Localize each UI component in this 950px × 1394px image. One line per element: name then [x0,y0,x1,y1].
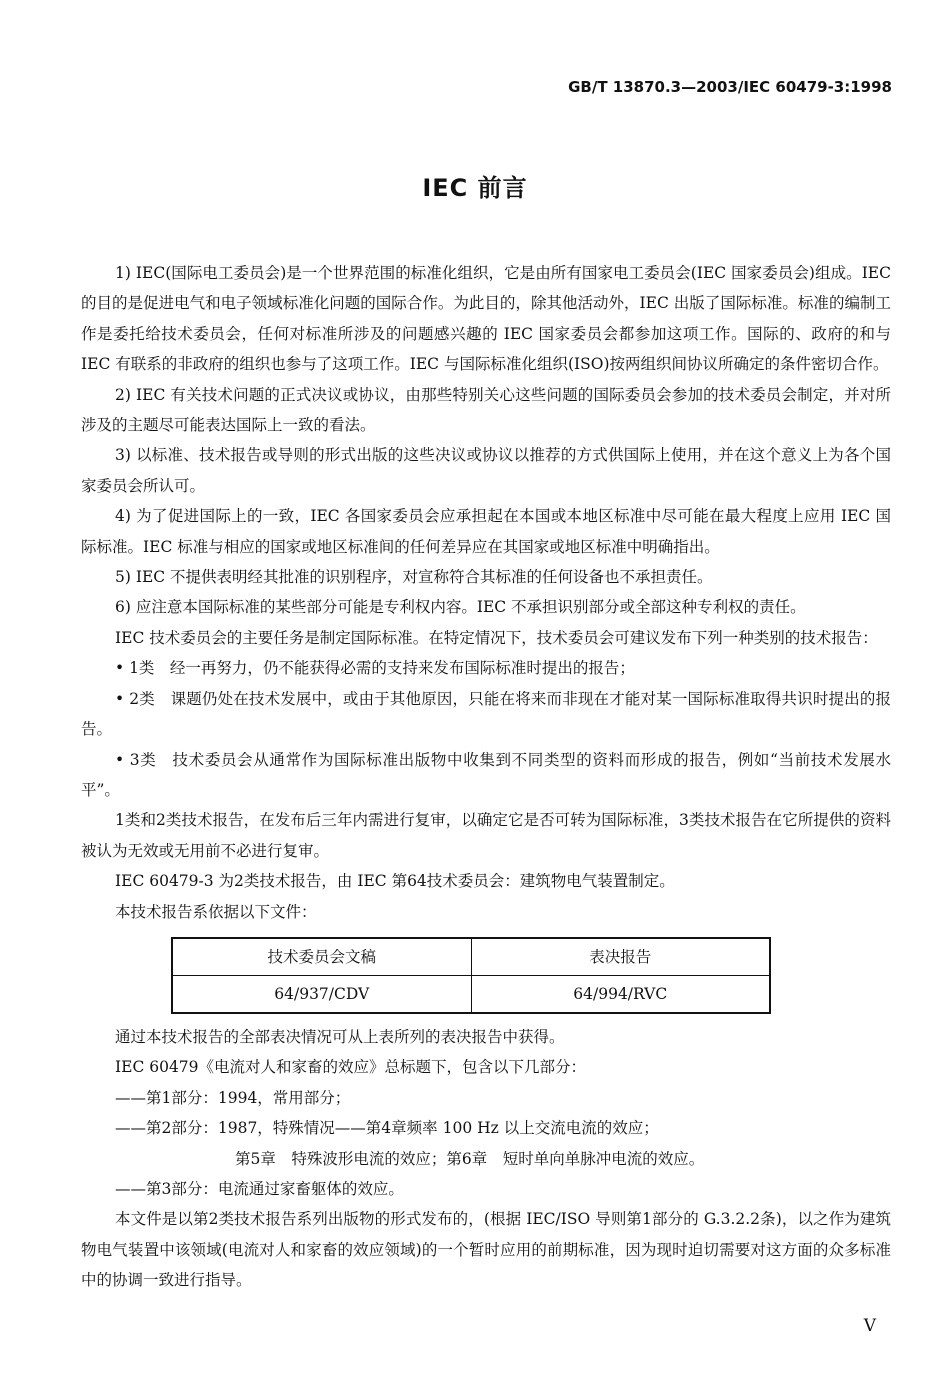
table-header-row [172,938,770,976]
paragraph-5: 5) IEC 不提供表明经其批准的识别程序，对宣称符合其标准的任何设备也不承担责任。 [115,568,713,587]
paragraph-1: 1) IEC(国际电工委员会)是一个世界范围的标准化组织，它是由所有国家电工委员会(IEC 国家委员会)组成。IEC 的目的是促进电气和电子领域标准化问题的国际合作。为此目的，除其他活动外，IEC 出版了国际标准。标准的编制工作是委托给技术委员会，任何对标准所涉及的问题感兴趣的 IEC 国家委员会都参加这项工作。国际的、政府的和与 IEC 有联系的非政府的组织也参与了这项工作。IEC 与国际标准化组织(ISO)按两组织间协议所确定的条件密切合作。 [81,264,891,374]
report-type-2: • 2类 课题仍处在技术发展中，或由于其他原因，只能在将来而非现在才能对某一国际标准取得共识时提出的报告。 [81,689,891,739]
paragraph-6: 6) 应注意本国际标准的某些部分可能是专利权内容。IEC 不承担识别部分或全部这种专利权的责任。 [115,598,806,617]
table-cell: 64/994/RVC [471,975,770,1013]
page-number: V [863,1316,876,1336]
part-2-chapters: 第5章 特殊波形电流的效应；第6章 短时单向单脉冲电流的效应。 [235,1149,705,1168]
report-type-3: • 3类 技术委员会从通常作为国际标准出版物中收集到不同类型的资料而形成的报告，例如“当前技术发展水平”。 [81,750,891,799]
table-cell: 64/937/CDV [172,975,471,1013]
voting-info-paragraph: 通过本技术报告的全部表决情况可从上表所列的表决报告中获得。 [115,1027,565,1046]
document-body [81,258,891,1296]
review-paragraph: 1类和2类技术报告，在发布后三年内需进行复审，以确定它是否可转为国际标准，3类技术报告在它所提供的资料被认为无效或无用前不必进行复审。 [81,811,891,860]
table-header-cell: 技术委员会文稿 [172,938,471,976]
part-2-item: ——第2部分：1987，特殊情况——第4章频率 100 Hz 以上交流电流的效应； [115,1119,659,1138]
part-3-item: ——第3部分：电流通过家畜躯体的效应。 [115,1179,404,1198]
publication-paragraph: 本文件是以第2类技术报告系列出版物的形式发布的，(根据 IEC/ISO 导则第1部分的 G.3.2.2条)，以之作为建筑物电气装置中该领域(电流对人和家畜的效应领域)的一个暂时应用的前期标准，因为现时迫切需要对这方面的众多标准中的协调一致进行指导。 [81,1210,891,1290]
paragraph-3: 3) 以标准、技术报告或导则的形式出版的这些决议或协议以推荐的方式供国际上使用，并在这个意义上为各个国家委员会所认可。 [81,446,891,495]
origin-paragraph: IEC 60479-3 为2类技术报告，由 IEC 第64技术委员会：建筑物电气装置制定。 [115,872,675,891]
paragraph-2: 2) IEC 有关技术问题的正式决议或协议，由那些特别关心这些问题的国际委员会参加的技术委员会制定，并对所涉及的主题尽可能表达国际上一致的看法。 [81,385,891,435]
page-title: IEC 前言 [422,174,528,202]
part-1-item: ——第1部分：1994，常用部分； [115,1088,351,1107]
paragraph-4: 4) 为了促进国际上的一致，IEC 各国家委员会应承担起在本国或本地区标准中尽可能在最大程度上应用 IEC 国际标准。IEC 标准与相应的国家或地区标准间的任何差异应在其国家或地区标准中明确指出。 [81,507,891,556]
table-row [172,975,770,1013]
approval-table-wrapper [171,937,891,1014]
approval-table [171,937,771,1014]
parts-intro-paragraph: IEC 60479《电流对人和家畜的效应》总标题下，包含以下几部分： [115,1058,587,1077]
basis-paragraph: 本技术报告系依据以下文件： [115,902,317,921]
report-type-1: • 1类 经一再努力，仍不能获得必需的支持来发布国际标准时提出的报告； [115,659,635,678]
standard-code: GB/T 13870.3—2003/IEC 60479-3:1998 [568,78,892,96]
table-header-cell: 表决报告 [471,938,770,976]
tc-task-paragraph: IEC 技术委员会的主要任务是制定国际标准。在特定情况下，技术委员会可建议发布下列一种类别的技术报告： [115,628,878,647]
